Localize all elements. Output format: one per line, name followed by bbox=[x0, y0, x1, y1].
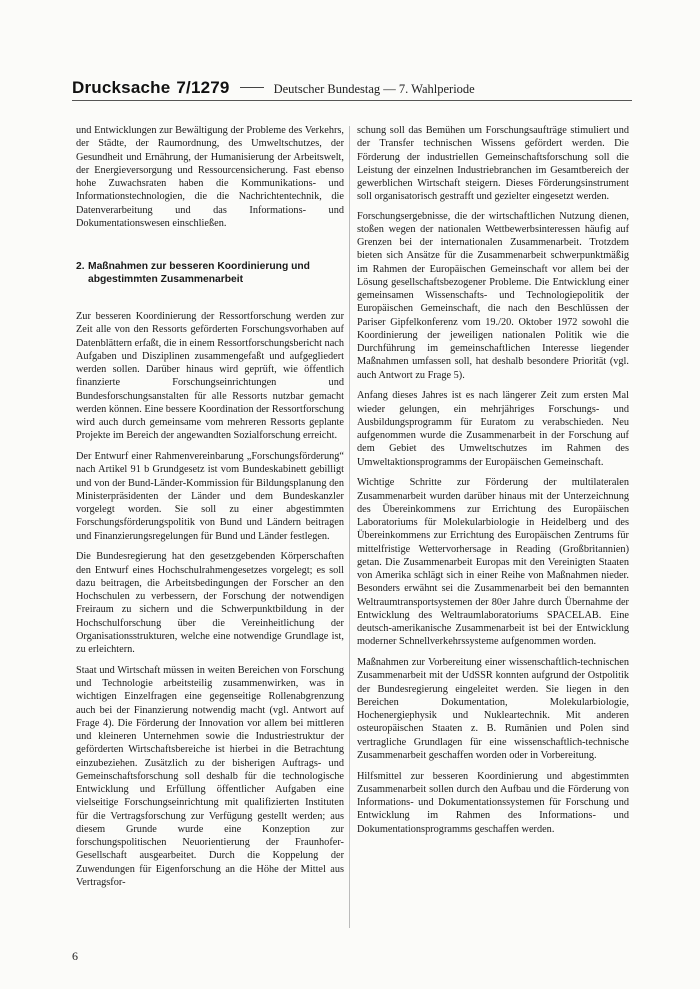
column-divider bbox=[349, 126, 350, 928]
doc-label: Drucksache bbox=[72, 78, 171, 97]
paragraph-forschungsergebnisse: Forschungsergebnisse, die der wirtschaftlichen Nutzung dienen, stoßen wegen der nationalen Wettbewerbsinteressen häufig auf Grenzen bei der internationalen Zusammenarbeit. Trotzdem bieten sich Ansätze für die Zusammenarbeit schwerpunktmäßig im Rahmen der Europäischen Gemeinschaft vor allem bei der Lösung gesellschaftsbezogener Probleme. Die Entwicklung einer gemeinsamen Wissenschafts- und Technologiepolitik der Europäischen Gemeinschaft, die nach den Beschlüssen der Pariser Gipfelkonferenz vom 19./20. Oktober 1972 sowohl die Koordinierung der jeweiligen nationalen Politik wie die Durchführung im gemeinschaftlichen Interesse liegender Maßnahmen umfassen soll, hat deshalb besondere Priorität (vgl. auch Antwort zu Frage 5). bbox=[357, 210, 629, 381]
right-column bbox=[357, 124, 629, 843]
paragraph-rahmenvereinbarung: Der Entwurf einer Rahmenvereinbarung „Forschungsförderung“ nach Artikel 91 b Grundgesetz ist vom Bundeskabinett gebilligt und von der Bund-Länder-Kommission für Bildungsplanung den Ministerpräsidenten der Länder und dem Bundeskanzler vorgelegt worden. Sie soll zu einer abgestimmten Forschungsförderungspolitik von Bund und Ländern beitragen und Finanzierungsregelungen für Bund und Länder festlegen. bbox=[76, 451, 344, 542]
page-header bbox=[72, 78, 632, 100]
document-id bbox=[72, 78, 230, 98]
page-number: 6 bbox=[72, 949, 78, 963]
paragraph-hilfsmittel: Hilfsmittel zur besseren Koordinierung und abgestimmten Zusammenarbeit sollen durch den Aufbau und die Förderung von Informations- und Dokumentationssystemen für Forschung und Entwicklung im Rahmen des Informations- und Dokumentationsprogramms geschaffen werden. bbox=[357, 770, 629, 835]
paragraph-staat-wirtschaft: Staat und Wirtschaft müssen in weiten Bereichen von Forschung und Technologie arbeitsteilig zusammenwirken, was in wichtigen Einzelfragen eine gegenseitige Rollenabgrenzung auch bei der Finanzierung notwendig macht (vgl. Antwort auf Frage 4). Die Förderung der Innovation vor allem bei mittleren und kleineren Unternehmen sowie die Industriestruktur der geförderten Wirtschaftsbereiche ist hierbei in die Betrachtung einzubeziehen. Zusätzlich zu der bisherigen Auftrags- und Gemeinschaftsforschung soll deshalb für die technologische Entwicklung und Erfüllung öffentlicher Aufgaben eine vielseitige Forschungseinrichtung mit qualifizierten Instituten für die Vertragsforschung zur Verfügung gestellt werden; aus diesem Grunde wurde eine Konzeption zur forschungspolitischen Neuorientierung der Fraunhofer-Gesellschaft ausgearbeitet. Durch die Koppelung der Zuwendungen für Eigenforschung an die Höhe der Mittel aus Vertragsfor- bbox=[76, 664, 344, 888]
paragraph-koordinierung: Zur besseren Koordinierung der Ressortforschung werden zur Zeit alle von den Ressorts geförderten Forschungsvorhaben auf Datenblättern erfaßt, die in einem Ressortforschungsbericht nach Aufgaben und Disziplinen zusammengefaßt und aufgegliedert werden sollen. Darüber hinaus wird geprüft, wie öffentlich finanzierte Forschungseinrichtungen und Bundesforschungsanstalten für alle Ressorts nutzbar gemacht werden können. Eine bessere Koordination der Ressortforschung wird auch durch gemeinsame vom mehreren Ressorts geplante Projekte im Bereich der angewandten Sozialforschung erreicht. bbox=[76, 311, 344, 442]
section-title: Maßnahmen zur besseren Koordinierung und abgestimmten Zusammenarbeit bbox=[88, 261, 310, 285]
paragraph-continuation: schung soll das Bemühen um Forschungsaufträge stimuliert und der Transfer technischen Wissens gefördert werden. Die Förderung der industriellen Gemeinschaftsforschung soll die Leistung der einzelnen Industriebranchen im Gesamtbereich der gewerblichen Wirtschaft steigern. Dieses Förderungsinstrument soll organisatorisch gestrafft und gezielter eingesetzt werden. bbox=[357, 125, 629, 203]
paragraph-intro: und Entwicklungen zur Bewältigung der Probleme des Verkehrs, der Städte, der Raumordnung, des Umweltschutzes, der Gesundheit und Ernährung, der Humanisierung der Arbeitswelt, der Energieversorgung und Ressourcensicherung. Fast ebenso hohe Zuwachsraten haben die Kommunikations- und Informationstechnologien, die die Nachrichtentechnik, die Datenverarbeitung und das Informations- und Dokumentationswesen einschließen. bbox=[76, 125, 344, 229]
header-rule bbox=[72, 100, 632, 101]
section-heading bbox=[76, 260, 344, 286]
doc-number: 7/1279 bbox=[176, 78, 230, 97]
publication-title: Deutscher Bundestag — 7. Wahlperiode bbox=[273, 82, 475, 96]
header-dash bbox=[240, 87, 264, 88]
paragraph-multilateral: Wichtige Schritte zur Förderung der multilateralen Zusammenarbeit wurden darüber hinaus mit der Unterzeichnung des Übereinkommens zur Errichtung des Europäischen Laboratoriums für Molekularbiologie in Heidelberg und des Übereinkommens zur Errichtung des Europäischen Zentrums für mittelfristige Wettervorhersage in Reading (Großbritannien) getan. Die Zusammenarbeit Europas mit den Vereinigten Staaten von Amerika schlägt sich in einer Reihe von Maßnahmen nieder. Besonders erwähnt sei die Zusammenarbeit bei den bemannten Weltraumtransportsystemen der 80er Jahre durch Übernahme der Entwicklung des Weltraumlaboratoriums SPACELAB. Eine deutsch-amerikanische Zusammenarbeit ist bei der Entwicklung moderner Schnellverkehrssysteme aufgenommen worden. bbox=[357, 477, 629, 648]
paragraph-euratom: Anfang dieses Jahres ist es nach längerer Zeit zum ersten Mal wieder gelungen, ein mehrjähriges Forschungs- und Ausbildungsprogramm für Euratom zu verabschieden. Neu aufgenommen wurde die Zusammenarbeit in der Forschung auf dem Gebiet des Umweltschutzes im Rahmen des Umweltaktionsprogramms der Europäischen Gemeinschaft. bbox=[357, 390, 629, 468]
paragraph-hochschulrahmengesetz: Die Bundesregierung hat den gesetzgebenden Körperschaften den Entwurf eines Hochschulrahmengesetzes vorgelegt; es soll dazu beitragen, die Arbeitsbedingungen der Forscher an den Hochschulen zu verbessern, der Forschung der notwendigen Freiraum zu sichern und die Schwerpunktbildung in der Hochschulforschung über die Vereinheitlichung der Organisationsstrukturen, welche eine notwendige Grundlage ist, zu erleichtern. bbox=[76, 551, 344, 655]
paragraph-udssr: Maßnahmen zur Vorbereitung einer wissenschaftlich-technischen Zusammenarbeit mit der UdSSR konnten aufgrund der Ostpolitik der Bundesregierung eingeleitet werden. Sie liegen in den Bereichen Dokumentation, Molekularbiologie, Hochenergiephysik und Nukleartechnik. Mit anderen osteuropäischen Staaten z. B. Rumänien und Polen sind vertragliche Grundlagen für eine wissenschaftlich-technische Zusammenarbeit geschaffen worden oder in Vorbereitung. bbox=[357, 657, 629, 761]
left-column bbox=[76, 124, 344, 897]
section-number: 2. bbox=[76, 261, 85, 272]
